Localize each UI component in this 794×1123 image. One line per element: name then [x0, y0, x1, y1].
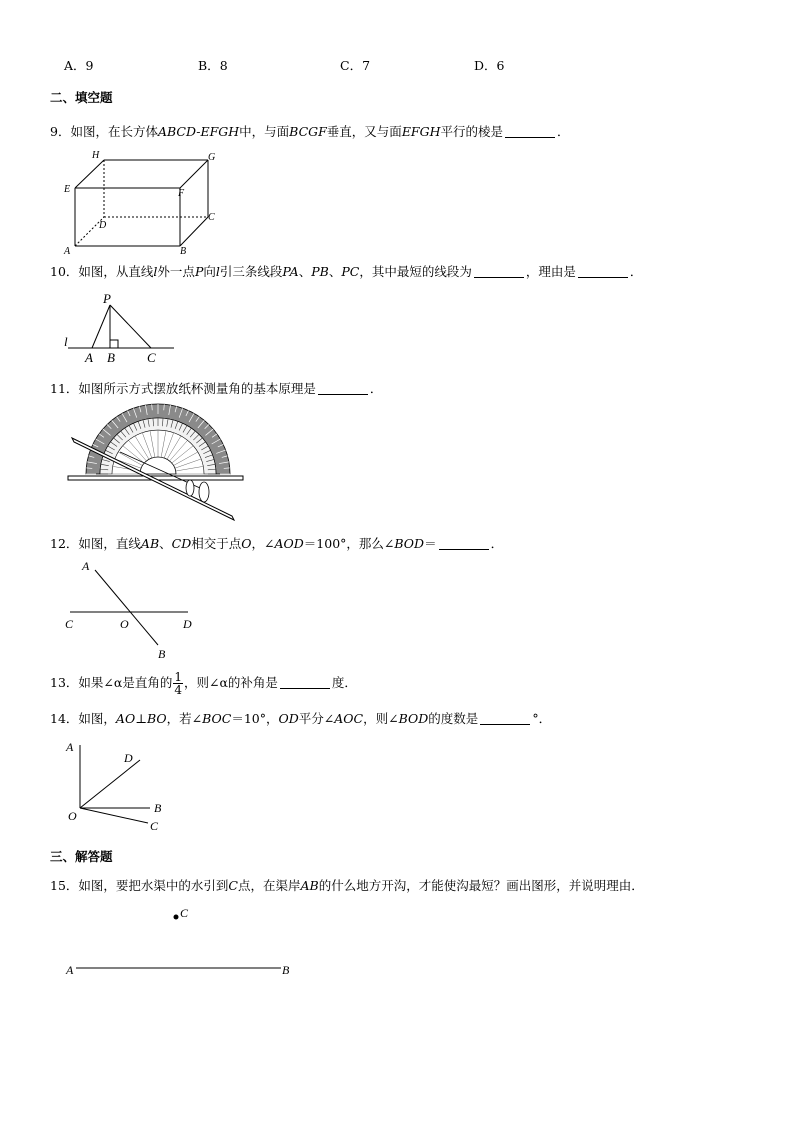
label-d: D	[124, 751, 133, 765]
label-c: C	[180, 906, 189, 920]
label-b: B	[158, 647, 166, 661]
question-9: 9．如图，在长方体ABCD-EFGH中，与面BCGF垂直，又与面EFGH平行的棱是 ．	[50, 124, 570, 139]
point-c	[174, 915, 179, 920]
label-d: D	[183, 617, 192, 631]
label-f: F	[178, 188, 185, 199]
question-11: 11．如图所示方式摆放纸杯测量角的基本原理是 ．	[50, 381, 383, 396]
label-a: A	[66, 740, 74, 754]
fraction: $\frac{1}{4}$	[174, 670, 182, 697]
label-a: A	[64, 246, 71, 257]
label-c: C	[208, 212, 215, 223]
label-a: A	[85, 350, 93, 365]
label-a: A	[66, 963, 74, 977]
option-a: A．9	[64, 58, 94, 73]
section-title-fill-blank: 二、填空题	[50, 90, 113, 105]
label-d: D	[99, 220, 107, 231]
option-b: B．8	[198, 58, 228, 73]
label-a: A	[82, 559, 90, 573]
question-12: 12．如图，直线AB、CD相交于点O，∠AOD＝100°，那么∠BOD＝ ．	[50, 536, 504, 551]
label-c: C	[150, 819, 159, 833]
label-b: B	[107, 350, 115, 365]
label-c: C	[65, 617, 74, 631]
label-g: G	[208, 152, 216, 163]
label-c: C	[147, 350, 156, 365]
label-l: l	[64, 334, 68, 349]
option-c: C．7	[340, 58, 371, 73]
label-p: P	[103, 291, 111, 306]
label-e: E	[64, 184, 71, 195]
question-15: 15．如图，要把水渠中的水引到C点，在渠岸AB的什么地方开沟，才能使沟最短？画出图形，并说明理由．	[50, 878, 644, 893]
question-10: 10．如图，从直线l外一点P向l引三条线段PA、PB、PC，其中最短的线段为 ，理由是 ．	[50, 264, 643, 279]
option-d: D．6	[474, 58, 505, 73]
question-14: 14．如图，AO⊥BO，若∠BOC＝10°，OD平分∠AOC，则∠BOD的度数是 °．	[50, 711, 552, 726]
label-h: H	[92, 150, 100, 161]
label-o: O	[68, 809, 77, 823]
question-13: 13．如果∠α是直角的 $\frac{1}{4}$ ，则∠α的补角是 度．	[50, 670, 357, 697]
label-b: B	[282, 963, 290, 977]
label-o: O	[120, 617, 129, 631]
label-b: B	[154, 801, 162, 815]
label-b: B	[180, 246, 187, 257]
section-title-solve: 三、解答题	[50, 849, 113, 864]
